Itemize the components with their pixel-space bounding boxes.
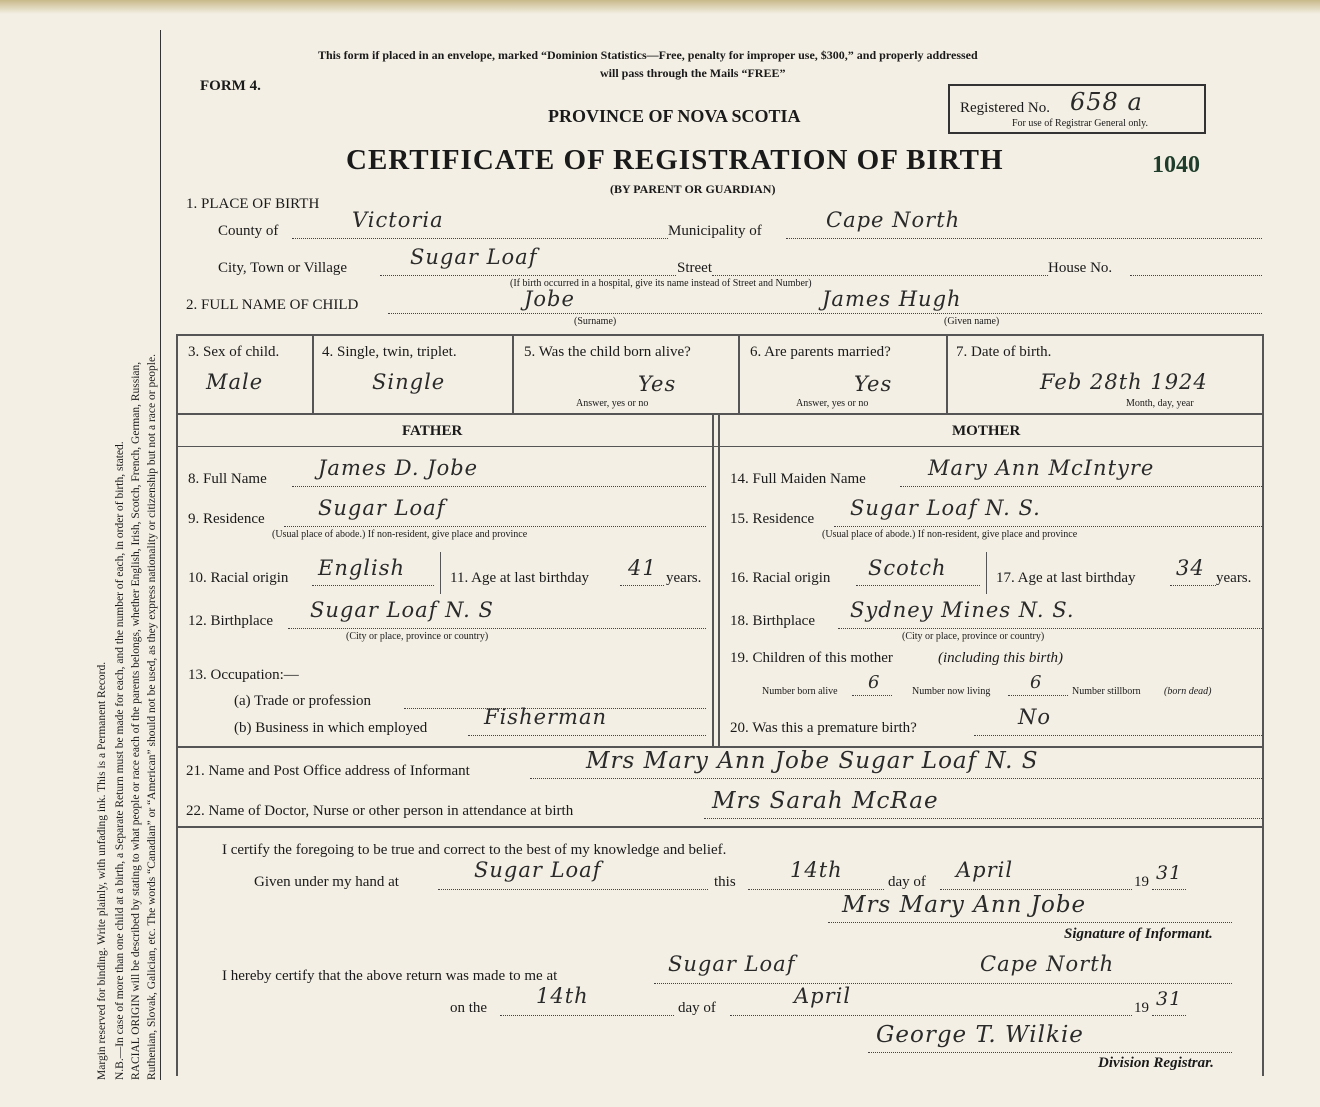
date-of-birth-note: Month, day, year — [1126, 398, 1194, 409]
registered-number: 658 a — [1070, 88, 1143, 116]
city-value: Sugar Loaf — [410, 245, 538, 269]
county-value: Victoria — [352, 208, 444, 232]
registrar-on-label: on the — [450, 1000, 488, 1016]
father-age-label: 11. Age at last birthday — [450, 570, 589, 586]
business-value: Fisherman — [484, 705, 608, 729]
stamp-number: 1040 — [1152, 152, 1200, 178]
given-under-label: Given under my hand at — [254, 874, 399, 890]
father-birthplace-label: 12. Birthplace — [188, 613, 273, 629]
trade-label: (a) Trade or profession — [234, 693, 372, 709]
father-birthplace-note: (City or place, province or country) — [346, 631, 489, 642]
registrar-year-prefix: 19 — [1134, 1000, 1149, 1016]
born-alive-count: 6 — [868, 672, 881, 693]
children-note: (including this birth) — [938, 650, 1063, 666]
child-surname: Jobe — [524, 287, 575, 311]
registrar-place2-value: Cape North — [980, 952, 1115, 976]
mother-age-label: 17. Age at last birthday — [996, 570, 1136, 586]
mother-name-value: Mary Ann McIntyre — [928, 456, 1155, 480]
mail-notice-line-2: will pass through the Mails “FREE” — [600, 66, 786, 80]
house-number-label: House No. — [1048, 260, 1113, 276]
mother-racial-value: Scotch — [868, 556, 947, 580]
street-label: Street — [677, 260, 712, 276]
sex-value: Male — [206, 370, 264, 394]
informant-label: 21. Name and Post Office address of Informant — [186, 763, 470, 779]
parents-married-note: Answer, yes or no — [796, 398, 869, 409]
registered-number-box — [948, 84, 1206, 134]
children-label: 19. Children of this mother — [730, 650, 893, 666]
father-residence-note: (Usual place of abode.) If non-resident, give place and province — [272, 529, 528, 540]
business-label: (b) Business in which employed — [234, 720, 428, 736]
place-of-birth-label: 1. PLACE OF BIRTH — [186, 196, 320, 212]
mother-birthplace-value: Sydney Mines N. S. — [850, 598, 1075, 622]
certify-month-value: April — [956, 858, 1014, 882]
premature-label: 20. Was this a premature birth? — [730, 720, 917, 736]
hospital-note: (If birth occurred in a hospital, give its name instead of Street and Number) — [510, 278, 812, 289]
parents-married-value: Yes — [854, 372, 893, 396]
born-alive-value: Yes — [638, 372, 677, 396]
father-birthplace-value: Sugar Loaf N. S — [310, 598, 494, 622]
born-alive-label: 5. Was the child born alive? — [524, 344, 691, 360]
plurality-value: Single — [372, 370, 446, 394]
father-residence-label: 9. Residence — [188, 511, 265, 527]
mail-notice-line-1: This form if placed in an envelope, marked “Dominion Statistics—Free, penalty for improper use, $300,” and properly addressed — [318, 48, 978, 62]
registrar-year-value: 31 — [1156, 988, 1183, 1010]
municipality-value: Cape North — [826, 208, 961, 232]
father-heading: FATHER — [402, 423, 463, 439]
attendant-label: 22. Name of Doctor, Nurse or other person in attendance at birth — [186, 803, 574, 819]
father-racial-value: English — [318, 556, 406, 580]
given-place-value: Sugar Loaf — [474, 858, 602, 882]
registrar-month-value: April — [794, 984, 852, 1008]
stillborn-label: Number stillborn — [1072, 686, 1141, 697]
registered-label: Registered No. — [960, 100, 1050, 116]
certify-year-value: 31 — [1156, 862, 1183, 884]
binding-margin-rule — [160, 30, 161, 1080]
child-given-name: James Hugh — [822, 287, 962, 311]
child-name-label: 2. FULL NAME OF CHILD — [186, 297, 359, 313]
informant-signature-label: Signature of Informant. — [1064, 926, 1213, 942]
father-name-value: James D. Jobe — [318, 456, 479, 480]
city-label: City, Town or Village — [218, 260, 348, 276]
certify-statement: I certify the foregoing to be true and correct to the best of my knowledge and belief. — [222, 842, 727, 858]
certify-this-label: this — [714, 874, 736, 890]
mother-age-value: 34 — [1176, 556, 1205, 580]
informant-value: Mrs Mary Ann Jobe Sugar Loaf N. S — [586, 748, 1039, 774]
sidebar-line-4: Ruthenian, Slovak, Galician, etc. The words “Canadian” or “American” should not be used, as they express nationality or citizenship but not a race or people. — [146, 354, 158, 1080]
father-residence-value: Sugar Loaf — [318, 496, 446, 520]
parents-married-label: 6. Are parents married? — [750, 344, 891, 360]
plurality-label: 4. Single, twin, triplet. — [322, 344, 457, 360]
province-heading: PROVINCE OF NOVA SCOTIA — [548, 106, 801, 126]
registrar-signature-label: Division Registrar. — [1098, 1055, 1214, 1071]
father-racial-label: 10. Racial origin — [188, 570, 289, 586]
father-age-value: 41 — [628, 556, 657, 580]
registered-note: For use of Registrar General only. — [1012, 118, 1148, 129]
certificate-subtitle: (BY PARENT OR GUARDIAN) — [610, 182, 776, 196]
mother-racial-label: 16. Racial origin — [730, 570, 831, 586]
now-living-label: Number now living — [912, 686, 991, 697]
sidebar-line-3: RACIAL ORIGIN will be described by stating to what people or race each of the parents belongs, whether English, Irish, Scotch, French, German, Russian, — [130, 361, 142, 1080]
municipality-label: Municipality of — [668, 223, 762, 239]
date-of-birth-value: Feb 28th 1924 — [1040, 370, 1208, 394]
paper-edge-stain — [0, 0, 1320, 14]
date-of-birth-label: 7. Date of birth. — [956, 344, 1052, 360]
surname-note: (Surname) — [574, 316, 617, 327]
mother-name-label: 14. Full Maiden Name — [730, 471, 866, 487]
occupation-label: 13. Occupation:— — [188, 667, 299, 683]
mother-years: years. — [1216, 570, 1252, 586]
sidebar-line-1: Margin reserved for binding. Write plainly, with unfading ink. This is a Permanent Record. — [96, 661, 108, 1080]
registrar-signature: George T. Wilkie — [876, 1022, 1084, 1048]
registrar-day-value: 14th — [536, 984, 589, 1008]
county-label: County of — [218, 223, 279, 239]
informant-signature: Mrs Mary Ann Jobe — [842, 892, 1087, 918]
mother-heading: MOTHER — [952, 423, 1021, 439]
attendant-value: Mrs Sarah McRae — [712, 788, 939, 814]
now-living-count: 6 — [1030, 672, 1043, 693]
mother-birthplace-note: (City or place, province or country) — [902, 631, 1045, 642]
father-years: years. — [666, 570, 702, 586]
certificate-title: CERTIFICATE OF REGISTRATION OF BIRTH — [346, 144, 1004, 176]
certify-day-of-label: day of — [888, 874, 926, 890]
stillborn-note: (born dead) — [1164, 686, 1212, 697]
mother-residence-label: 15. Residence — [730, 511, 815, 527]
certify-year-prefix: 19 — [1134, 874, 1149, 890]
born-alive-count-label: Number born alive — [762, 686, 838, 697]
mother-residence-note: (Usual place of abode.) If non-resident, give place and province — [822, 529, 1078, 540]
registrar-statement: I hereby certify that the above return was made to me at — [222, 968, 558, 984]
mother-residence-value: Sugar Loaf N. S. — [850, 496, 1041, 520]
given-name-note: (Given name) — [944, 316, 1000, 327]
certify-day-value: 14th — [790, 858, 843, 882]
father-name-label: 8. Full Name — [188, 471, 267, 487]
born-alive-note: Answer, yes or no — [576, 398, 649, 409]
form-label: FORM 4. — [200, 78, 261, 94]
premature-value: No — [1018, 705, 1052, 729]
mother-birthplace-label: 18. Birthplace — [730, 613, 815, 629]
sex-label: 3. Sex of child. — [188, 344, 280, 360]
registrar-place-value: Sugar Loaf — [668, 952, 796, 976]
registrar-day-of-label: day of — [678, 1000, 716, 1016]
sidebar-line-2: N.B.—In case of more than one child at a birth, a Separate Return must be made for each, and the number of each, in order of birth, stated. — [114, 441, 126, 1080]
